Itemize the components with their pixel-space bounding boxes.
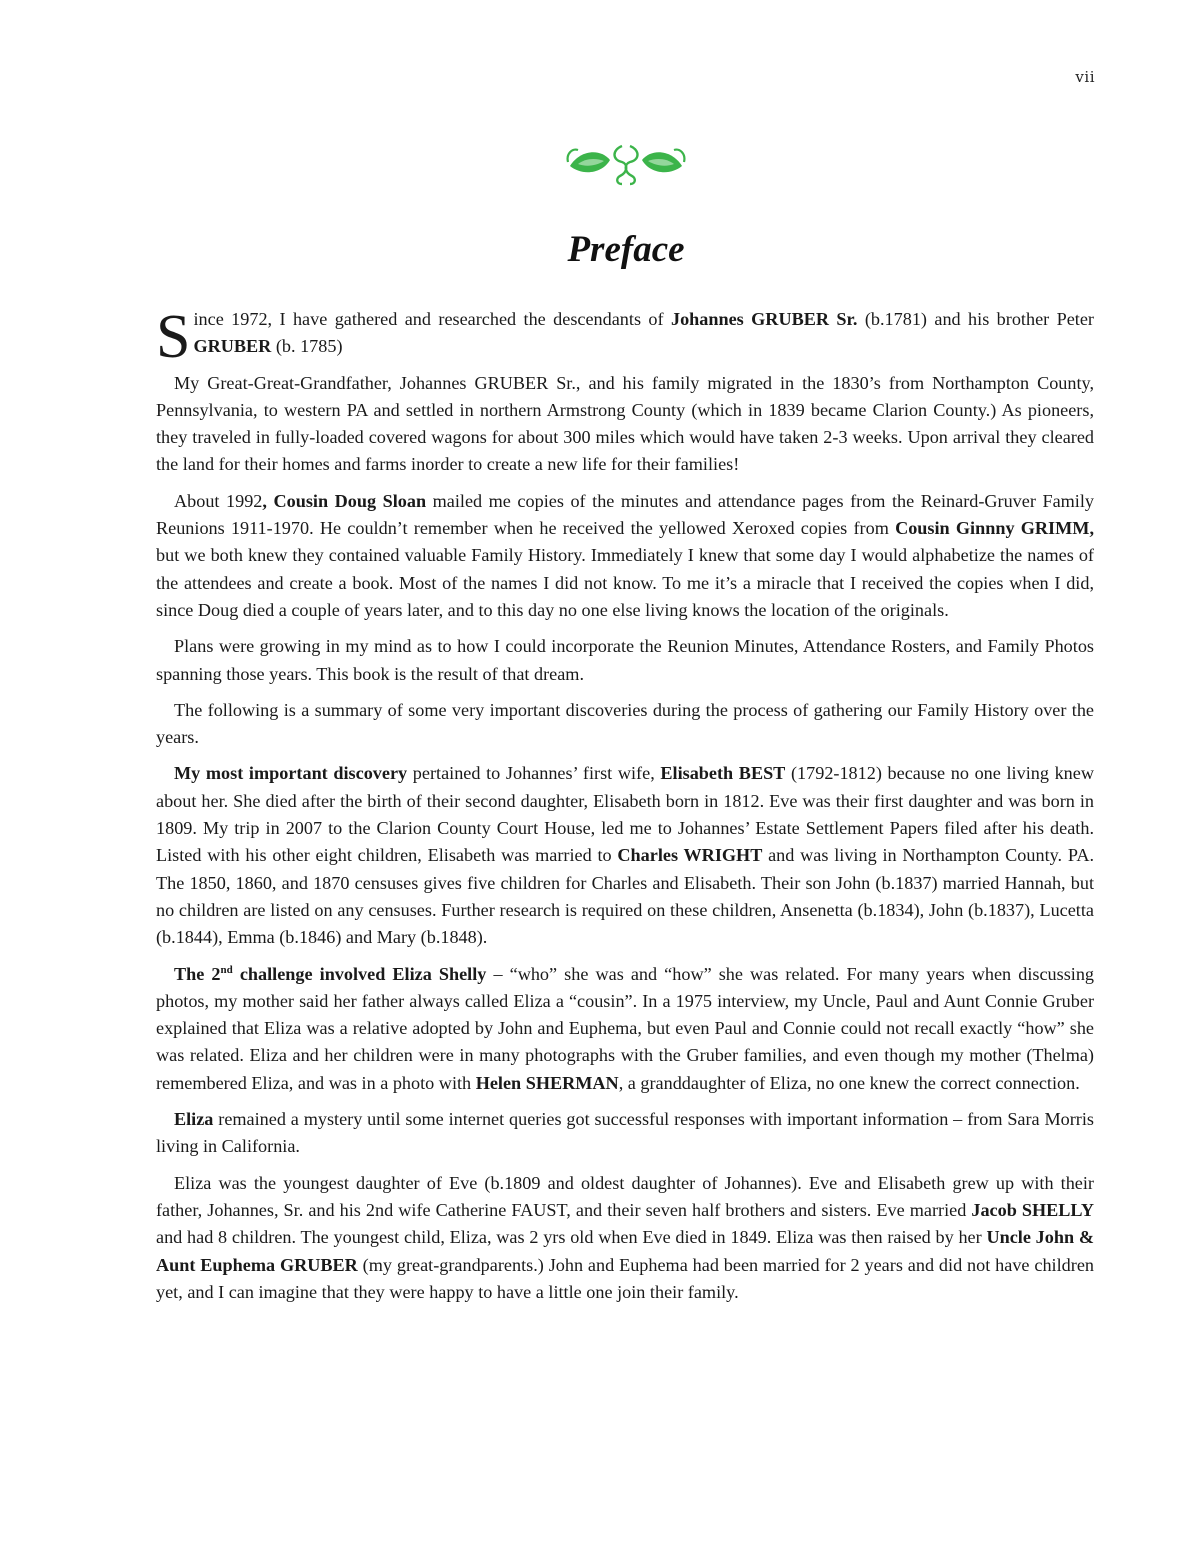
paragraph xyxy=(156,961,1094,1097)
text-run: pertained to Johannes’ first wife, xyxy=(407,763,661,784)
text-run: Eliza was the youngest daughter of Eve (b.1809 and oldest daughter of Johannes). Eve and Elisabeth grew up with their father, Johannes, Sr. and his 2nd wife Catherine FAUST, and their seven half brothers and sisters. Eve married xyxy=(156,1172,1094,1220)
text-run: (b.1781) and his brother Peter xyxy=(857,309,1094,329)
text-run: (1792-1812) because no one living knew about her. She died after the birth of their second daughter, Elisabeth born in 1812. Eve was their first daughter and was born in 1809. My trip in 2007 to the Clarion County Court House, led me to Johannes’ Estate Settlement Papers filed after his death. Listed with his other eight children, Elisabeth was married to xyxy=(156,763,1094,866)
paragraph xyxy=(156,1170,1094,1306)
text-run: , a granddaughter of Eliza, no one knew the correct connection. xyxy=(618,1072,1080,1093)
text-run: (b. 1785) xyxy=(271,336,343,357)
text-run: (my great-grandparents.) John and Euphema had been married for 2 years and did not have children yet, and I can imagine that they were happy to have a little one join their family. xyxy=(156,1254,1094,1302)
bold-name-text: challenge involved Eliza Shelly xyxy=(232,963,487,984)
paragraph xyxy=(156,633,1094,688)
paragraph xyxy=(156,697,1094,752)
page-title: Preface xyxy=(567,229,685,270)
bold-name-text: Uncle John & Aunt Euphema GRUBER xyxy=(156,1227,1094,1275)
text-run: My Great-Great-Grandfather, Johannes GRUBER Sr., and his family migrated in the 1830’s from Northampton County, Pennsylvania, to western PA and settled in northern Armstrong County (which in 1839 became Clarion County.) As pioneers, they traveled in fully-loaded covered wagons for about 300 miles which would have taken 2-3 weeks. Upon arrival they cleared the land for their homes and farms inorder to create a new life for their families! xyxy=(156,372,1094,475)
text-run: and had 8 children. The youngest child, Eliza, was 2 yrs old when Eve died in 1849. Eliza was then raised by her xyxy=(156,1227,987,1248)
text-run: remained a mystery until some internet queries got successful responses with important information – from Sara Morris living in California. xyxy=(156,1109,1094,1157)
bold-name-text: The 2 xyxy=(174,963,221,984)
text-run: mailed me copies of the minutes and attendance pages from the Reinard-Gruver Family Reunions 1911-1970. He couldn’t remember when he received the yellowed Xeroxed copies from xyxy=(156,490,1094,539)
bold-name-text: Charles WRIGHT xyxy=(617,845,763,866)
paragraph xyxy=(156,370,1094,479)
text-run: – “who” she was and “how” she was related. For many years when discussing photos, my mother said her father always called Eliza a “cousin”. In a 1975 interview, my Uncle, Paul and Aunt Connie Gruber explained that Eliza was a relative adopted by John and Euphema, but even Paul and Connie could not recall exactly “how” she was related. Eliza and her children were in many photographs with the Gruber families, and even though my mother (Thelma) remembered Eliza, and was in a photo with xyxy=(156,963,1095,1093)
bold-name-text: nd xyxy=(220,963,233,976)
paragraph xyxy=(156,303,1094,371)
text-run: Plans were growing in my mind as to how I could incorporate the Reunion Minutes, Attendance Rosters, and Family Photos spanning those years. This book is the result of that dream. xyxy=(156,636,1094,684)
leaf-flourish-icon xyxy=(566,140,686,190)
bold-name-text: Elisabeth BEST xyxy=(660,763,786,784)
bold-name-text: Eliza xyxy=(174,1109,214,1130)
paragraph xyxy=(156,760,1094,951)
paragraph xyxy=(156,1106,1094,1161)
paragraph xyxy=(156,488,1094,624)
bold-name-text: Helen SHERMAN xyxy=(475,1072,619,1093)
bold-name-text: Johannes GRUBER Sr. xyxy=(670,309,858,329)
bold-name-text: Cousin Ginnny GRIMM, xyxy=(895,518,1095,539)
page-number: vii xyxy=(1075,68,1095,86)
text-run: and was living in Northampton County. PA. The 1850, 1860, and 1870 censuses gives five children for Charles and Elisabeth. Their son John (b.1837) married Hannah, but no children are listed on any censuses. Further research is required on these children, Ansenetta (b.1834), John (b.1837), Lucetta (b.1844), Emma (b.1846) and Mary (b.1848). xyxy=(156,845,1094,948)
text-run: The following is a summary of some very important discoveries during the process of gathering our Family History over the years. xyxy=(156,699,1094,748)
bold-name-text: , Cousin Doug Sloan xyxy=(262,490,427,511)
bold-name-text: Jacob SHELLY xyxy=(971,1199,1095,1220)
bold-name-text: GRUBER xyxy=(193,336,272,357)
text-run: but we both knew they contained valuable Family History. Immediately I knew that some day I would alphabetize the names of the attendees and create a book. Most of the names I did not know. To me it’s a miracle that I received the copies when I did, since Doug died a couple of years later, and to this day no one else living knows the location of the originals. xyxy=(156,545,1094,620)
bold-name-text: My most important discovery xyxy=(174,763,408,784)
preface-body xyxy=(156,303,1095,1315)
text-run: About 1992 xyxy=(174,490,263,511)
drop-cap: S xyxy=(156,303,191,371)
text-run: ince 1972, I have gathered and researched the descendants of xyxy=(193,309,671,329)
